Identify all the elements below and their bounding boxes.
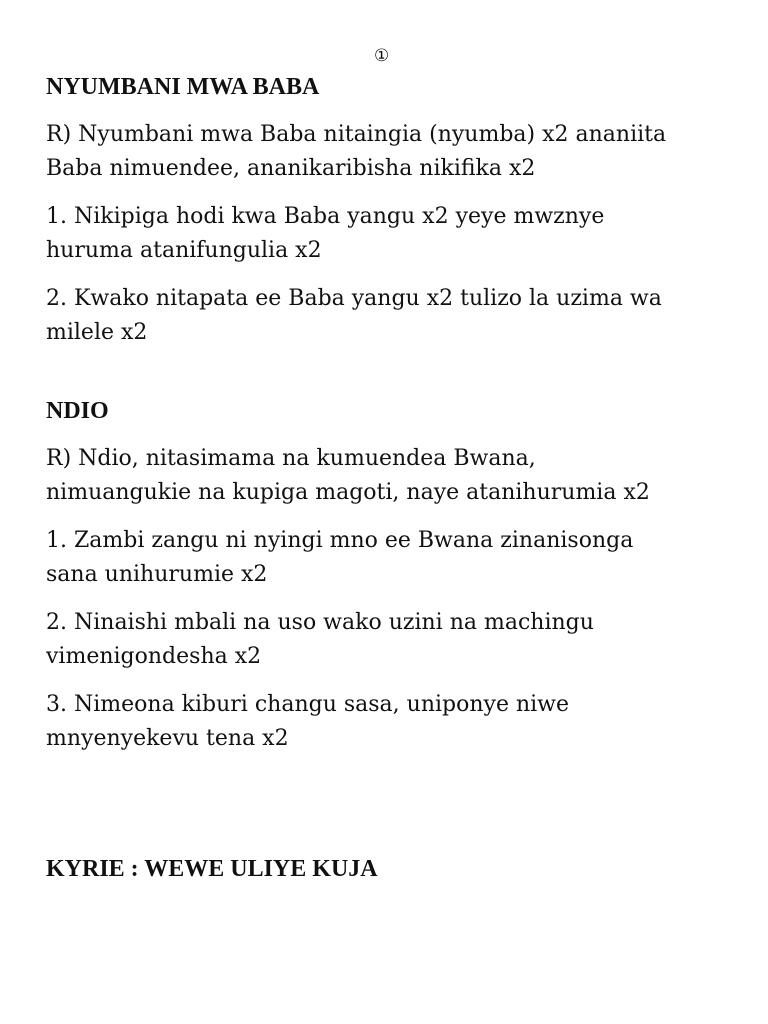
- verse-3-ndio: 3. Nimeona kiburi changu sasa, uniponye niwe mnyenyekevu tena x2: [46, 692, 570, 751]
- refrain-ndio: R) Ndio, nitasimama na kumuendea Bwana, nimuangukie na kupiga magoti, naye atanihurumia x2: [46, 446, 650, 505]
- song-title-kyrie: KYRIE : WEWE ULIYE KUJA: [46, 856, 378, 882]
- song-title-ndio: NDIO: [46, 398, 109, 424]
- song-title-nyumbani-mwa-baba: NYUMBANI MWA BABA: [46, 74, 320, 100]
- page-number: ①: [374, 46, 390, 66]
- verse-2-nyumbani: 2. Kwako nitapata ee Baba yangu x2 tulizo la uzima wa milele x2: [46, 286, 662, 345]
- lyrics-document: [46, 70, 736, 886]
- verse-1-ndio: 1. Zambi zangu ni nyingi mno ee Bwana zinanisonga sana unihurumie x2: [46, 528, 634, 587]
- verse-2-ndio: 2. Ninaishi mbali na uso wako uzini na machingu vimenigondesha x2: [46, 610, 594, 669]
- refrain-nyumbani: R) Nyumbani mwa Baba nitaingia (nyumba) x2 ananiita Baba nimuendee, ananikaribisha nikifika x2: [46, 122, 667, 181]
- verse-1-nyumbani: 1. Nikipiga hodi kwa Baba yangu x2 yeye mwznye huruma atanifungulia x2: [46, 204, 605, 263]
